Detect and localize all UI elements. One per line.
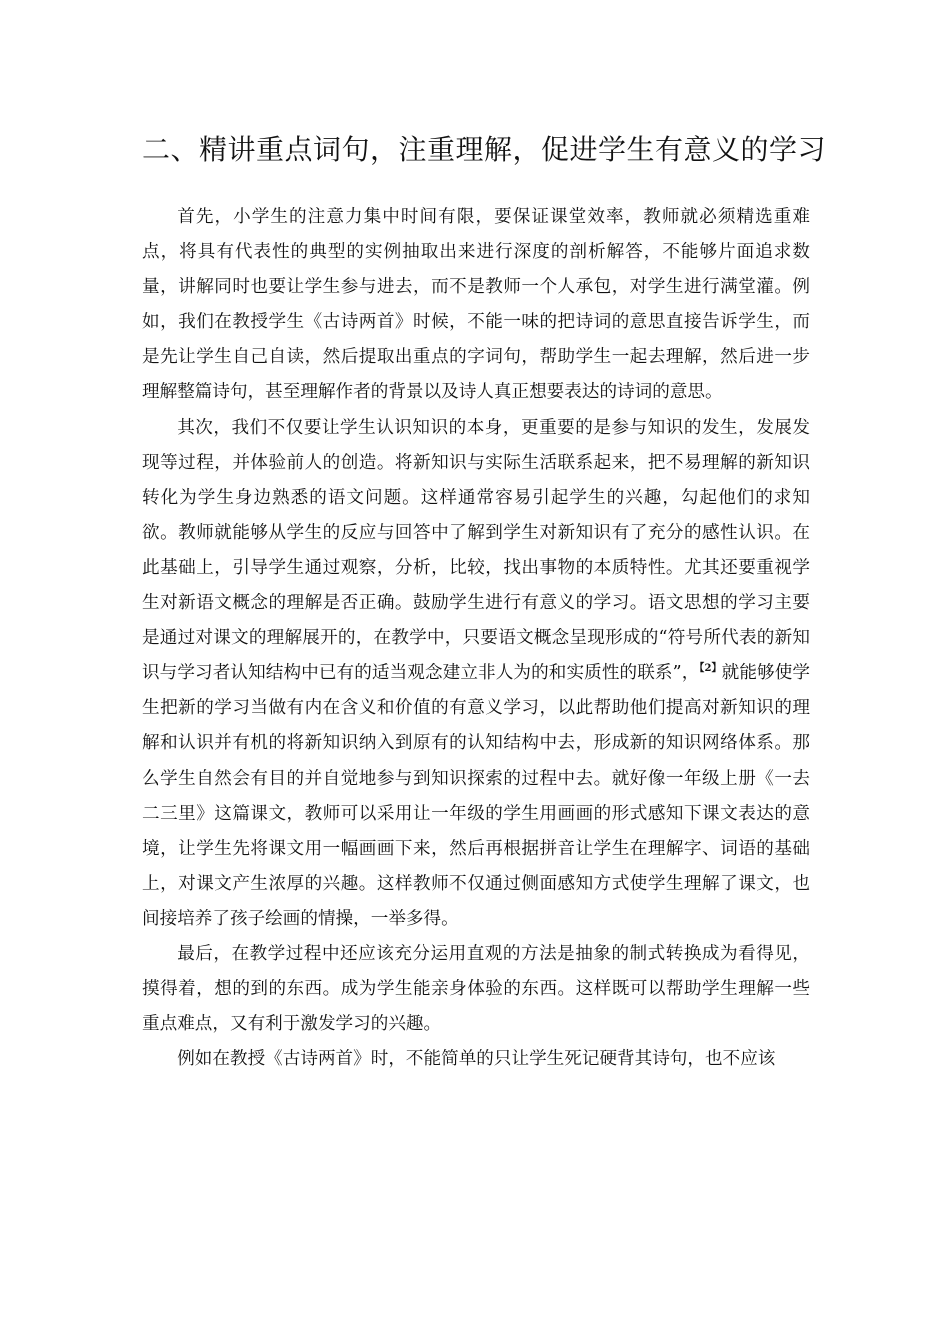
paragraph-first: 首先，小学生的注意力集中时间有限，要保证课堂效率，教师就必须精选重难点，将具有代表性的典型的实例抽取出来进行深度的剖析解答，不能够片面追求数量，讲解同时也要让学生参与进去，而不是教师一个人承包，对学生进行满堂灌。例如，我们在教授学生《古诗两首》时候，不能一味的把诗词的意思直接告诉学生，而是先让学生自己自读，然后提取出重点的字词句，帮助学生一起去理解，然后进一步理解整篇诗句，甚至理解作者的背景以及诗人真正想要表达的诗词的意思。 (142, 207, 810, 403)
paragraph-fourth: 例如在教授《古诗两首》时，不能简单的只让学生死记硬背其诗句，也不应该 (177, 1049, 776, 1070)
paragraph-third: 最后，在教学过程中还应该充分运用直观的方法是抽象的制式转换成为看得见，摸得着，想的到的东西。成为学生能亲身体验的东西。这样既可以帮助学生理解一些重点难点，又有利于激发学习的兴趣。 (142, 943, 810, 1035)
section-heading: 二、精讲重点词句，注重理解，促进学生有意义的学习 (142, 133, 827, 166)
paragraph-second-text-before-citation: 其次，我们不仅要让学生认识知识的本身，更重要的是参与知识的发生，发展发现等过程，并体验前人的创造。将新知识与实际生活联系起来，把不易理解的新知识转化为学生身边熟悉的语文问题。这样通常容易引起学生的兴趣，勾起他们的求知欲。教师就能够从学生的反应与回答中了解到学生对新知识有了充分的感性认识。在此基础上，引导学生通过观察，分析，比较，找出事物的本质特性。尤其还要重视学生对新语文概念的理解是否正确。鼓励学生进行有意义的学习。语文思想的学习主要是通过对课文的理解展开的，在教学中，只要语文概念呈现形成的“符号所代表的新知识与学习者认知结构中已有的适当观念建立非人为的和实质性的联系”， (142, 417, 810, 684)
citation-marker: 【2】 (699, 663, 722, 675)
paragraph-second-text-after-citation: 就能够使学生把新的学习当做有内在含义和价值的有意义学习，以此帮助他们提高对新知识的理解和认识并有机的将新知识纳入到原有的认知结构中去，形成新的知识网络体系。那么学生自然会有目的并自觉地参与到知识探索的过程中去。就好像一年级上册《一去二三里》这篇课文，教师可以采用让一年级的学生用画画的形式感知下课文表达的意境，让学生先将课文用一幅画画下来，然后再根据拼音让学生在理解字、词语的基础上，对课文产生浓厚的兴趣。这样教师不仅通过侧面感知方式使学生理解了课文，也间接培养了孩子绘画的情操，一举多得。 (142, 663, 810, 929)
paragraph-second (142, 411, 810, 937)
